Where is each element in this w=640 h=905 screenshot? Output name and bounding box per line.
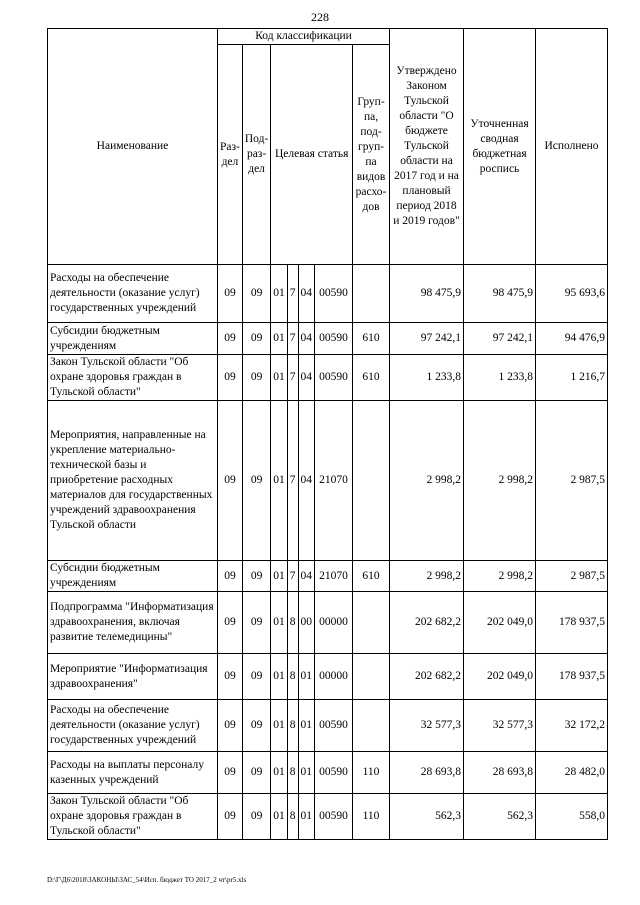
budget-table [47, 28, 608, 840]
row-expense-type [353, 592, 390, 654]
row-measure-code: 01 [298, 752, 315, 794]
row-section: 09 [218, 401, 243, 561]
row-expense-type: 610 [353, 323, 390, 355]
row-direction-code: 00590 [315, 355, 353, 401]
row-executed: 2 987,5 [536, 561, 608, 592]
row-executed: 32 172,2 [536, 700, 608, 752]
row-subprogram-code: 7 [287, 355, 298, 401]
row-subprogram-code: 8 [287, 794, 298, 840]
row-section: 09 [218, 561, 243, 592]
row-expense-type [353, 700, 390, 752]
header-executed: Исполнено [536, 29, 608, 265]
table-row [48, 654, 608, 700]
row-approved: 1 233,8 [390, 355, 464, 401]
row-executed: 558,0 [536, 794, 608, 840]
row-name: Мероприятие "Информатизация здравоохранения" [48, 654, 218, 700]
row-name: Мероприятия, направленные на укрепление материально-технической базы и приобретение расходных материалов для государственных учреждений здравоохранения Тульской области [48, 401, 218, 561]
row-program-code: 01 [271, 592, 288, 654]
row-program-code: 01 [271, 561, 288, 592]
row-subsection: 09 [242, 700, 270, 752]
row-measure-code: 01 [298, 654, 315, 700]
header-expense-group: Груп-па, под-груп-па видов расхо-дов [353, 45, 390, 265]
table-row [48, 700, 608, 752]
row-program-code: 01 [271, 752, 288, 794]
row-refined: 202 049,0 [464, 654, 536, 700]
row-subprogram-code: 8 [287, 592, 298, 654]
row-expense-type: 110 [353, 752, 390, 794]
row-measure-code: 04 [298, 401, 315, 561]
row-approved: 98 475,9 [390, 265, 464, 323]
row-refined: 202 049,0 [464, 592, 536, 654]
row-approved: 202 682,2 [390, 592, 464, 654]
row-section: 09 [218, 323, 243, 355]
row-refined: 32 577,3 [464, 700, 536, 752]
row-direction-code: 00000 [315, 654, 353, 700]
table-row [48, 323, 608, 355]
row-measure-code: 00 [298, 592, 315, 654]
table-row [48, 561, 608, 592]
row-refined: 97 242,1 [464, 323, 536, 355]
row-measure-code: 04 [298, 355, 315, 401]
row-program-code: 01 [271, 401, 288, 561]
row-section: 09 [218, 265, 243, 323]
row-section: 09 [218, 752, 243, 794]
row-subprogram-code: 7 [287, 561, 298, 592]
row-subsection: 09 [242, 401, 270, 561]
header-section: Раз-дел [218, 45, 243, 265]
row-direction-code: 21070 [315, 561, 353, 592]
row-expense-type [353, 654, 390, 700]
header-subsection: Под-раз-дел [242, 45, 270, 265]
header-refined: Уточненная сводная бюджетная роспись [464, 29, 536, 265]
header-code-classification: Код классификации [218, 29, 390, 45]
row-subsection: 09 [242, 654, 270, 700]
row-direction-code: 21070 [315, 401, 353, 561]
row-program-code: 01 [271, 794, 288, 840]
row-direction-code: 00590 [315, 323, 353, 355]
table-row [48, 752, 608, 794]
row-program-code: 01 [271, 654, 288, 700]
row-refined: 28 693,8 [464, 752, 536, 794]
row-expense-type: 610 [353, 561, 390, 592]
row-measure-code: 04 [298, 561, 315, 592]
row-expense-type [353, 401, 390, 561]
row-approved: 562,3 [390, 794, 464, 840]
row-subprogram-code: 8 [287, 700, 298, 752]
row-program-code: 01 [271, 323, 288, 355]
row-name: Субсидии бюджетным учреждениям [48, 323, 218, 355]
header-name: Наименование [48, 29, 218, 265]
row-section: 09 [218, 654, 243, 700]
row-approved: 202 682,2 [390, 654, 464, 700]
row-subsection: 09 [242, 592, 270, 654]
row-measure-code: 01 [298, 700, 315, 752]
row-executed: 178 937,5 [536, 654, 608, 700]
row-section: 09 [218, 794, 243, 840]
row-section: 09 [218, 355, 243, 401]
row-subsection: 09 [242, 752, 270, 794]
row-name: Расходы на обеспечение деятельности (оказание услуг) государственных учреждений [48, 265, 218, 323]
row-executed: 2 987,5 [536, 401, 608, 561]
row-approved: 97 242,1 [390, 323, 464, 355]
row-subsection: 09 [242, 561, 270, 592]
row-program-code: 01 [271, 700, 288, 752]
row-expense-type: 110 [353, 794, 390, 840]
header-target-article: Целевая статья [271, 45, 353, 265]
table-row [48, 401, 608, 561]
row-subsection: 09 [242, 323, 270, 355]
page-number: 228 [311, 10, 329, 24]
table-row [48, 592, 608, 654]
row-approved: 2 998,2 [390, 401, 464, 561]
row-subsection: 09 [242, 355, 270, 401]
row-executed: 94 476,9 [536, 323, 608, 355]
row-refined: 1 233,8 [464, 355, 536, 401]
row-name: Подпрограмма "Информатизация здравоохранения, включая развитие телемедицины" [48, 592, 218, 654]
row-measure-code: 04 [298, 323, 315, 355]
row-program-code: 01 [271, 355, 288, 401]
row-executed: 28 482,0 [536, 752, 608, 794]
row-approved: 28 693,8 [390, 752, 464, 794]
row-name: Закон Тульской области "Об охране здоровья граждан в Тульской области" [48, 355, 218, 401]
row-refined: 562,3 [464, 794, 536, 840]
row-direction-code: 00000 [315, 592, 353, 654]
row-direction-code: 00590 [315, 700, 353, 752]
file-path-footer: D:\Г\Д6\2018\ЗАКОНЫ\ЗАС_54\Исп. бюджет ТО 2017_2 чт\pr5.xls [47, 876, 247, 884]
header-row-1 [48, 29, 608, 45]
table-row [48, 355, 608, 401]
row-program-code: 01 [271, 265, 288, 323]
row-section: 09 [218, 592, 243, 654]
row-executed: 95 693,6 [536, 265, 608, 323]
row-approved: 32 577,3 [390, 700, 464, 752]
row-approved: 2 998,2 [390, 561, 464, 592]
header-approved: Утверждено Законом Тульской области "О бюджете Тульской области на 2017 год и на плановый период 2018 и 2019 годов" [390, 29, 464, 265]
row-executed: 1 216,7 [536, 355, 608, 401]
row-name: Расходы на выплаты персоналу казенных учреждений [48, 752, 218, 794]
row-subprogram-code: 7 [287, 323, 298, 355]
row-subprogram-code: 7 [287, 401, 298, 561]
row-executed: 178 937,5 [536, 592, 608, 654]
row-name: Субсидии бюджетным учреждениям [48, 561, 218, 592]
row-expense-type: 610 [353, 355, 390, 401]
row-refined: 2 998,2 [464, 561, 536, 592]
row-name: Закон Тульской области "Об охране здоровья граждан в Тульской области" [48, 794, 218, 840]
table-row [48, 794, 608, 840]
row-subprogram-code: 8 [287, 752, 298, 794]
row-subprogram-code: 8 [287, 654, 298, 700]
row-subprogram-code: 7 [287, 265, 298, 323]
row-direction-code: 00590 [315, 752, 353, 794]
row-measure-code: 01 [298, 794, 315, 840]
row-refined: 2 998,2 [464, 401, 536, 561]
row-subsection: 09 [242, 794, 270, 840]
row-direction-code: 00590 [315, 265, 353, 323]
row-expense-type [353, 265, 390, 323]
row-section: 09 [218, 700, 243, 752]
row-name: Расходы на обеспечение деятельности (оказание услуг) государственных учреждений [48, 700, 218, 752]
row-refined: 98 475,9 [464, 265, 536, 323]
row-subsection: 09 [242, 265, 270, 323]
row-measure-code: 04 [298, 265, 315, 323]
table-row [48, 265, 608, 323]
row-direction-code: 00590 [315, 794, 353, 840]
